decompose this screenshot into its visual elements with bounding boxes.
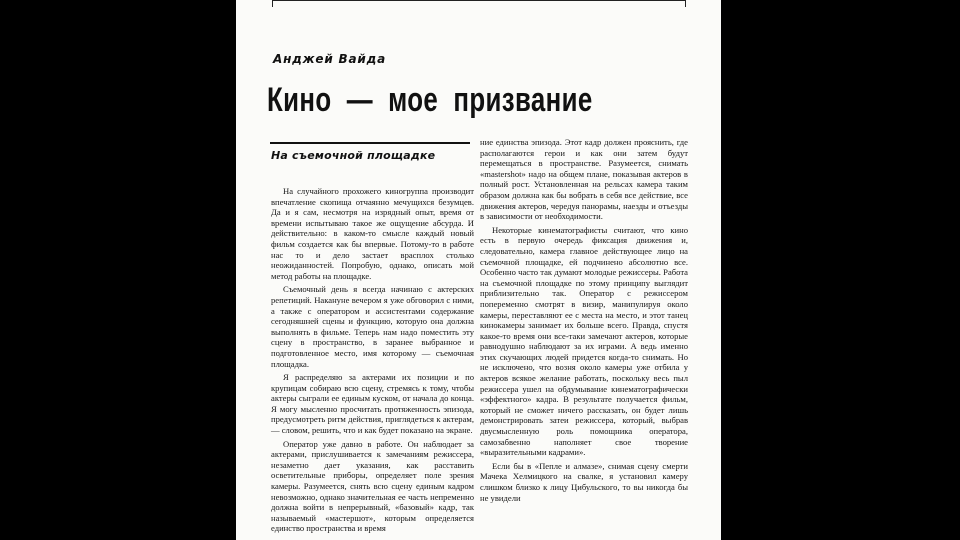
paragraph: ние единства эпизода. Этот кадр должен прояснить, где располагаются герои и как они затем будут перемещаться в пространстве. Разумеется, снимать «mastershot» надо на общем плане, показывая актеров в полный рост. Установленная на рельсах камера таким образом должна как бы вобрать в себя все действие, все движения актеров, чередуя панорамы, наезды и отъезды в зависимости от необходимости. [480, 137, 688, 222]
paragraph: Я распределяю за актерами их позиции и по крупицам собираю всю сцену, стремясь к тому, чтобы актеры сыграли ее единым куском, от начала до конца. Я могу мысленно просчитать протяженность эпизода, предусмотреть ритм действия, приглядеться к актерам,— словом, решить, что и как будет показано на экране. [271, 372, 474, 436]
article-title: Кино — мое призвание [267, 81, 593, 119]
top-rule-stub-left [272, 0, 273, 7]
paragraph: Съемочный день я всегда начинаю с актерских репетиций. Накануне вечером я уже обговорил с ними, а также с оператором и ассистентами содержание сегодняшней сцены и функцию, которую она должна выполнять в фильме. Теперь нам надо поместить эту сцену в пространство, в заранее выбранное и подготовленное место, имя которому — съемочная площадка. [271, 284, 474, 369]
author-name: Анджей Вайда [273, 52, 386, 66]
section-heading: На съемочной площадке [271, 149, 436, 162]
scanned-page [236, 0, 721, 540]
paragraph: На случайного прохожего киногруппа производит впечатление скопища отчаянно мечущихся безумцев. Да и я сам, несмотря на изрядный опыт, время от времени испытываю такое же ощущение абсурда. И действительно: в каком-то смысле каждый новый фильм создается как бы впервые. Потому-то в работе нас то и дело застает врасплох столько неожиданностей. Попробую, однако, описать мой метод работы на площадке. [271, 186, 474, 281]
paragraph: Если бы в «Пепле и алмазе», снимая сцену смерти Мачека Хелмицкого на свалке, я установил камеру слишком близко к лицу Цибульского, то вы никогда бы не увидели [480, 460, 688, 503]
section-rule [270, 142, 470, 144]
text-column-right [480, 137, 688, 506]
top-rule [272, 0, 686, 1]
top-rule-stub-right [685, 0, 686, 7]
paragraph: Оператор уже давно в работе. Он наблюдает за актерами, прислушивается к замечаниям режиссера, незаметно дает указания, как расставить осветительные приборы, определяет поле зрения камеры. Разумеется, снять всю сцену единым кадром невозможно, однако значительная ее часть непременно должна войти в непрерывный, «базовый» кадр, так называемый «мастершот», которым определяется единство пространства и время [271, 438, 474, 534]
paragraph: Некоторые кинематографисты считают, что кино есть в первую очередь фиксация движения и, следовательно, камера главное действующее лицо на съемочной площадке, ей подчинено абсолютно все. Особенно часто так думают молодые режиссеры. Работа на съемочной площадке по этому принципу выглядит приблизительно так. Оператор с режиссером попеременно смотрят в визир, манипулируя около камеры, переставляют ее с места на место, и этот танец кинокамеры занимает их больше всего. Правда, спустя какое-то время они все-таки замечают актеров, которые равнодушно наблюдают за их играми. А ведь именно этих скучающих людей придется когда-то снимать. Но не исключено, что возня около камеры уже отбила у актеров всякое желание работать, поскольку весь пыл режиссера ушел на обдумывание кинематографически «эффектного» кадра. В результате получается фильм, который не сможет ничего рассказать, он будет лишь демонстрировать затеи режиссера, который, выбрав двусмысленную роль помощника оператора, самозабвенно наполняет свое творение «выразительными кадрами». [480, 224, 688, 458]
text-column-left [271, 186, 474, 537]
